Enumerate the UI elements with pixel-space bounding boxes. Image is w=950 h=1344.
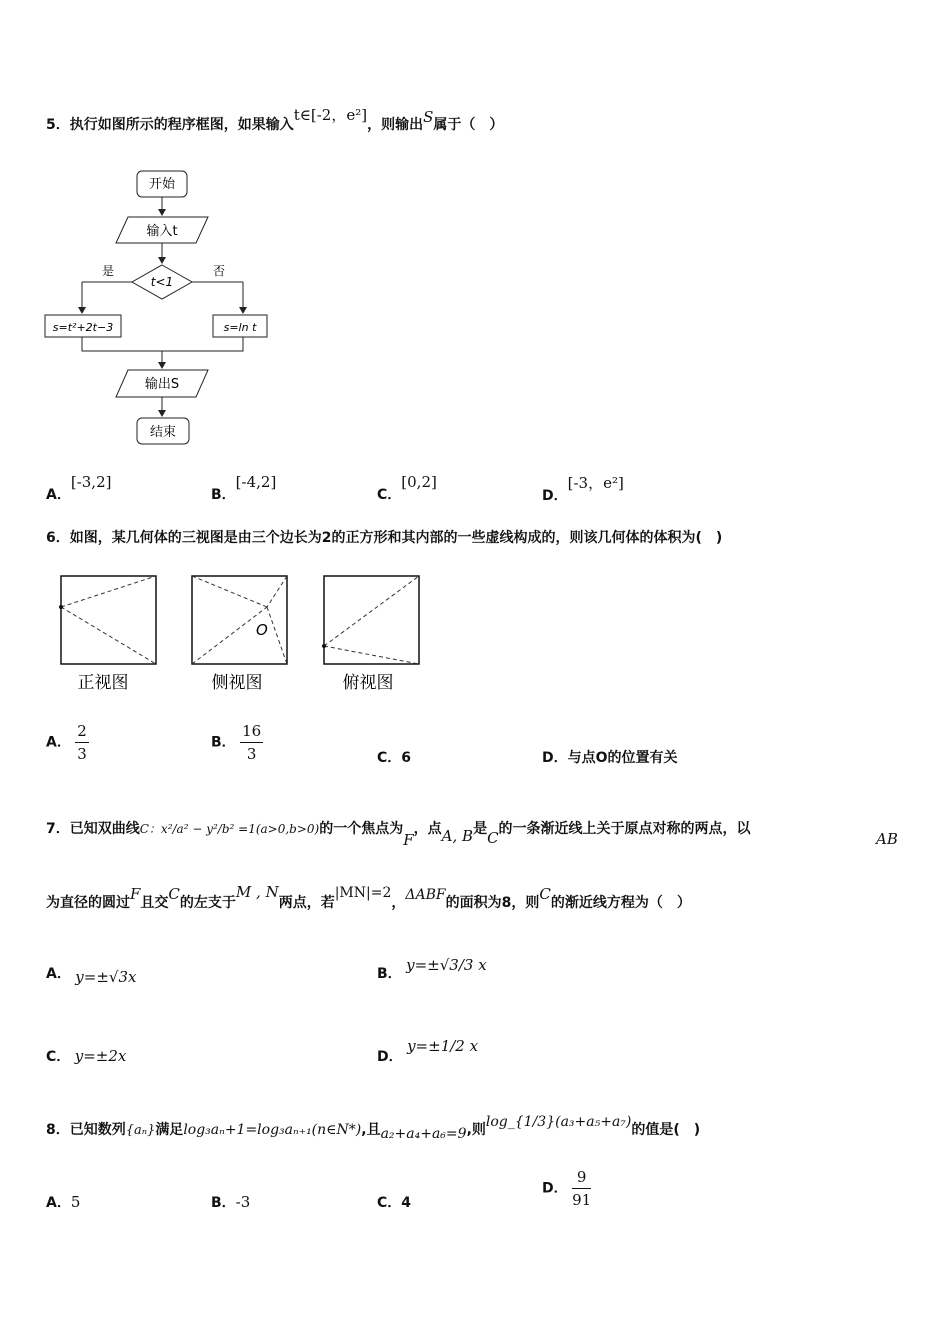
front-view (61, 576, 156, 664)
option-c[interactable]: C． y=±2x (46, 1047, 127, 1065)
svg-text:侧视图: 侧视图 (211, 673, 263, 693)
question-number: 5． (46, 117, 70, 133)
top-view (324, 576, 419, 664)
option-b[interactable]: B． y=±√3/3 x (377, 956, 487, 982)
svg-text:否: 否 (213, 264, 226, 278)
option-a[interactable]: A．[-3,2] (46, 473, 112, 503)
svg-text:s=ln t: s=ln t (223, 321, 257, 334)
option-d[interactable]: D． y=±1/2 x (377, 1037, 479, 1065)
option-b[interactable]: B．[-4,2] (211, 473, 277, 503)
svg-text:是: 是 (102, 264, 115, 278)
option-d[interactable]: D． $\frac{9}{91}$ (542, 1168, 592, 1209)
math-t-range: t∈[-2，e²] (293, 106, 368, 124)
svg-text:输入t: 输入t (146, 224, 178, 239)
option-a[interactable]: A．5 (46, 1193, 81, 1211)
option-d[interactable]: D．[-3，e²] (542, 474, 624, 504)
option-c[interactable]: C．[0,2] (377, 473, 437, 503)
question-7: 7．已知双曲线C：x²/a² − y²/b² =1(a>0,b>0)的一个焦点为F，点A, B是C的一条渐近线上关于原点对称的两点，以 (46, 821, 751, 849)
question-6: 6．如图，某几何体的三视图是由三个边长为2的正方形和其内部的一些虚线构成的，则该几何体的体积为( ) (46, 530, 723, 546)
three-views-figure (55, 570, 435, 700)
hyperbola-equation: C：x²/a² − y²/b² =1(a>0,b>0) (139, 822, 320, 836)
option-c[interactable]: C．4 (377, 1195, 412, 1211)
option-c[interactable]: C．6 (377, 750, 412, 766)
svg-text:输出S: 输出S (144, 377, 180, 392)
option-b[interactable]: B．-3 (211, 1193, 251, 1211)
question-5: 5．执行如图所示的程序框图，如果输入t∈[-2，e²]，则输出S属于（ ） (46, 106, 504, 133)
option-d[interactable]: D．与点O的位置有关 (542, 750, 678, 766)
ab-label: AB (876, 830, 898, 848)
svg-text:t<1: t<1 (150, 275, 174, 289)
option-a[interactable]: A． $\frac{2}{3}$ (46, 722, 87, 763)
log-expression: log_{1/3}(a₃+a₅+a₇) (485, 1114, 632, 1130)
option-a[interactable]: A． y=±√3x (46, 966, 137, 986)
question-8: 8．已知数列{aₙ}满足log₃aₙ+1=log₃aₙ₊₁(n∈N*),且a₂+a₄+a₆=9,则log_{1/3}(a₃+a₅+a₇)的值是( ) (46, 1114, 701, 1142)
svg-text:结束: 结束 (149, 425, 177, 440)
flowchart (40, 165, 300, 455)
svg-text:开始: 开始 (148, 177, 176, 192)
recurrence-relation: log₃aₙ+1=log₃aₙ₊₁(n∈N*) (183, 1122, 362, 1138)
svg-text:s=t²+2t−3: s=t²+2t−3 (52, 321, 114, 334)
option-b[interactable]: B． $\frac{16}{3}$ (211, 722, 262, 763)
svg-text:正视图: 正视图 (77, 673, 129, 693)
point-o-label: O (256, 621, 268, 639)
svg-text:俯视图: 俯视图 (342, 673, 394, 693)
question-7-line2: 为直径的圆过F且交C的左支于M , N两点，若|MN|=2，ΔABF的面积为8，则C的渐近线方程为（ ） (46, 883, 691, 911)
side-view (192, 576, 287, 664)
